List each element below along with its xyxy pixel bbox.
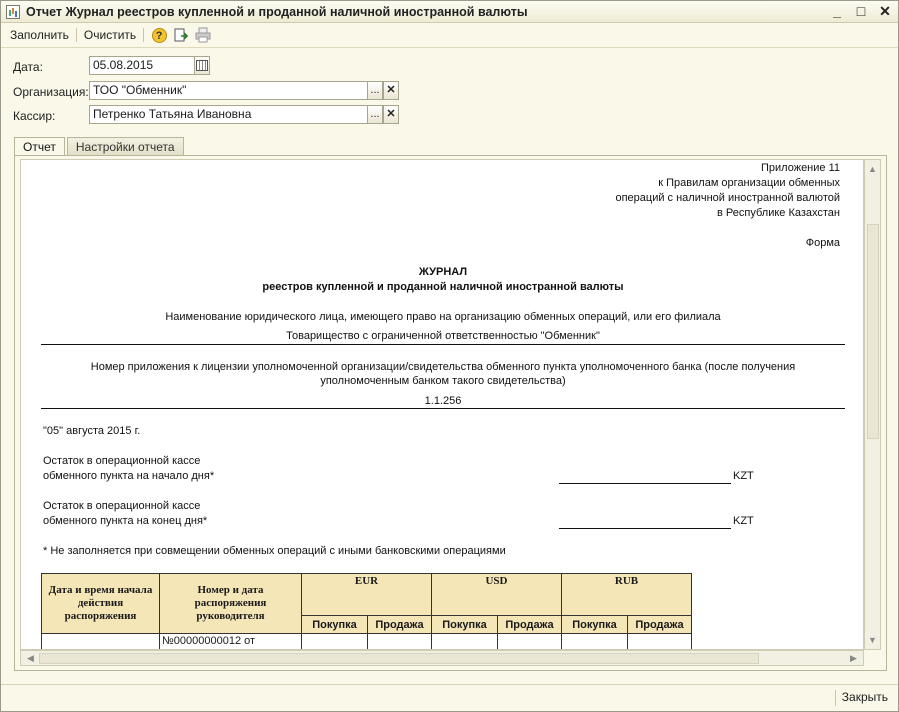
report-title: ЖУРНАЛ <box>418 266 468 278</box>
form-label-text: Форма <box>805 237 840 249</box>
balance-start-line-1: Остаток в операционной кассе <box>43 455 201 467</box>
vertical-scroll-thumb[interactable] <box>867 224 879 439</box>
print-icon <box>195 27 211 43</box>
export-icon <box>173 27 189 43</box>
clear-button[interactable]: Очистить <box>83 28 137 42</box>
balance-end-currency: KZT <box>733 515 754 527</box>
row-usd-sell-cell <box>498 634 562 651</box>
header-currency-usd: USD <box>432 574 562 616</box>
balance-start-underline <box>559 483 731 484</box>
toolbar <box>1 24 898 46</box>
report-subtitle: реестров купленной и проданной наличной иностранной валюты <box>262 281 624 293</box>
scroll-right-icon[interactable]: ▶ <box>850 653 857 663</box>
calendar-button[interactable] <box>194 56 210 75</box>
cashier-clear-button[interactable]: ✕ <box>383 105 399 124</box>
header-order: Номер и дата распоряжения руководителя <box>160 574 302 634</box>
balance-start-line-2: обменного пункта на начало дня* <box>43 470 215 482</box>
organization-clear-button[interactable]: ✕ <box>383 81 399 100</box>
bottom-bar <box>1 684 898 711</box>
title-bar <box>1 1 898 23</box>
cashier-label: Кассир: <box>13 109 56 123</box>
table-row <box>42 634 692 651</box>
registry-table <box>41 573 692 650</box>
appendix-line-2: к Правилам организации обменных <box>658 177 840 189</box>
balance-end-line-1: Остаток в операционной кассе <box>43 500 201 512</box>
cashier-input[interactable]: Петренко Татьяна Ивановна <box>89 105 368 124</box>
row-eur-buy-cell <box>302 634 368 651</box>
report-sheet <box>20 159 864 650</box>
help-icon: ? <box>152 28 167 43</box>
row-rub-sell-cell <box>628 634 692 651</box>
scroll-left-icon[interactable]: ◀ <box>27 653 34 663</box>
window-title: Отчет Журнал реестров купленной и проданной наличной иностранной валюты <box>26 4 528 19</box>
horizontal-scrollbar[interactable] <box>20 650 864 666</box>
appendix-line-3: операций с наличной иностранной валютой <box>615 192 840 204</box>
close-button[interactable]: Закрыть <box>841 690 888 704</box>
row-order-cell: №00000000012 от <box>160 634 302 651</box>
horizontal-scroll-thumb[interactable] <box>39 653 759 664</box>
report-icon <box>6 5 20 19</box>
license-underline <box>41 408 845 409</box>
row-eur-sell-cell <box>368 634 432 651</box>
fill-button[interactable]: Заполнить <box>10 28 69 42</box>
balance-start-currency: KZT <box>733 470 754 482</box>
minimize-button[interactable]: _ <box>833 3 841 19</box>
entity-underline <box>41 344 845 345</box>
header-usd-buy: Покупка <box>432 616 498 634</box>
balance-end-line-2: обменного пункта на конец дня* <box>43 515 208 527</box>
tab-report-settings[interactable]: Настройки отчета <box>67 137 184 156</box>
close-window-button[interactable]: ✕ <box>879 3 891 19</box>
row-rub-buy-cell <box>562 634 628 651</box>
tab-strip <box>14 137 186 156</box>
scroll-up-icon[interactable]: ▲ <box>868 164 877 174</box>
header-rub-sell: Продажа <box>628 616 692 634</box>
maximize-button[interactable]: □ <box>856 3 866 19</box>
appendix-line-4: в Республике Казахстан <box>717 207 840 219</box>
toolbar-divider <box>1 47 898 48</box>
header-datetime: Дата и время начала действия распоряжения <box>42 574 160 634</box>
toolbar-separator <box>76 28 77 42</box>
organization-label: Организация: <box>13 85 89 99</box>
cashier-select-button[interactable]: ... <box>367 105 383 124</box>
tab-report[interactable]: Отчет <box>14 137 65 157</box>
help-button[interactable] <box>151 27 167 43</box>
license-caption-1: Номер приложения к лицензии уполномоченной организации/свидетельства обменного пункта уполномоченного банка (после получения <box>90 361 796 373</box>
balance-end-underline <box>559 528 731 529</box>
header-eur-buy: Покупка <box>302 616 368 634</box>
print-button[interactable] <box>195 27 211 43</box>
license-number: 1.1.256 <box>424 395 462 407</box>
date-input[interactable]: 05.08.2015 <box>89 56 195 75</box>
vertical-scrollbar[interactable] <box>864 159 881 650</box>
organization-input[interactable]: ТОО "Обменник" <box>89 81 368 100</box>
header-rub-buy: Покупка <box>562 616 628 634</box>
appendix-line-1: Приложение 11 <box>761 162 840 174</box>
date-label: Дата: <box>13 60 43 74</box>
row-usd-buy-cell <box>432 634 498 651</box>
footnote: * Не заполняется при совмещении обменных операций с иными банковскими операциями <box>43 545 506 557</box>
row-datetime-cell <box>42 634 160 651</box>
close-separator <box>835 690 836 706</box>
organization-select-button[interactable]: ... <box>367 81 383 100</box>
toolbar-separator <box>143 28 144 42</box>
header-usd-sell: Продажа <box>498 616 562 634</box>
calendar-icon <box>196 60 208 71</box>
header-currency-eur: EUR <box>302 574 432 616</box>
license-caption-2: уполномоченным банком такого свидетельства) <box>320 375 566 387</box>
entity-name: Товарищество с ограниченной ответственностью "Обменник" <box>286 330 600 342</box>
report-date: "05" августа 2015 г. <box>43 425 141 437</box>
scroll-down-icon[interactable]: ▼ <box>868 635 877 645</box>
entity-caption: Наименование юридического лица, имеющего право на организацию обменных операций, или его филиала <box>165 311 721 323</box>
export-button[interactable] <box>173 27 189 43</box>
header-eur-sell: Продажа <box>368 616 432 634</box>
header-currency-rub: RUB <box>562 574 692 616</box>
